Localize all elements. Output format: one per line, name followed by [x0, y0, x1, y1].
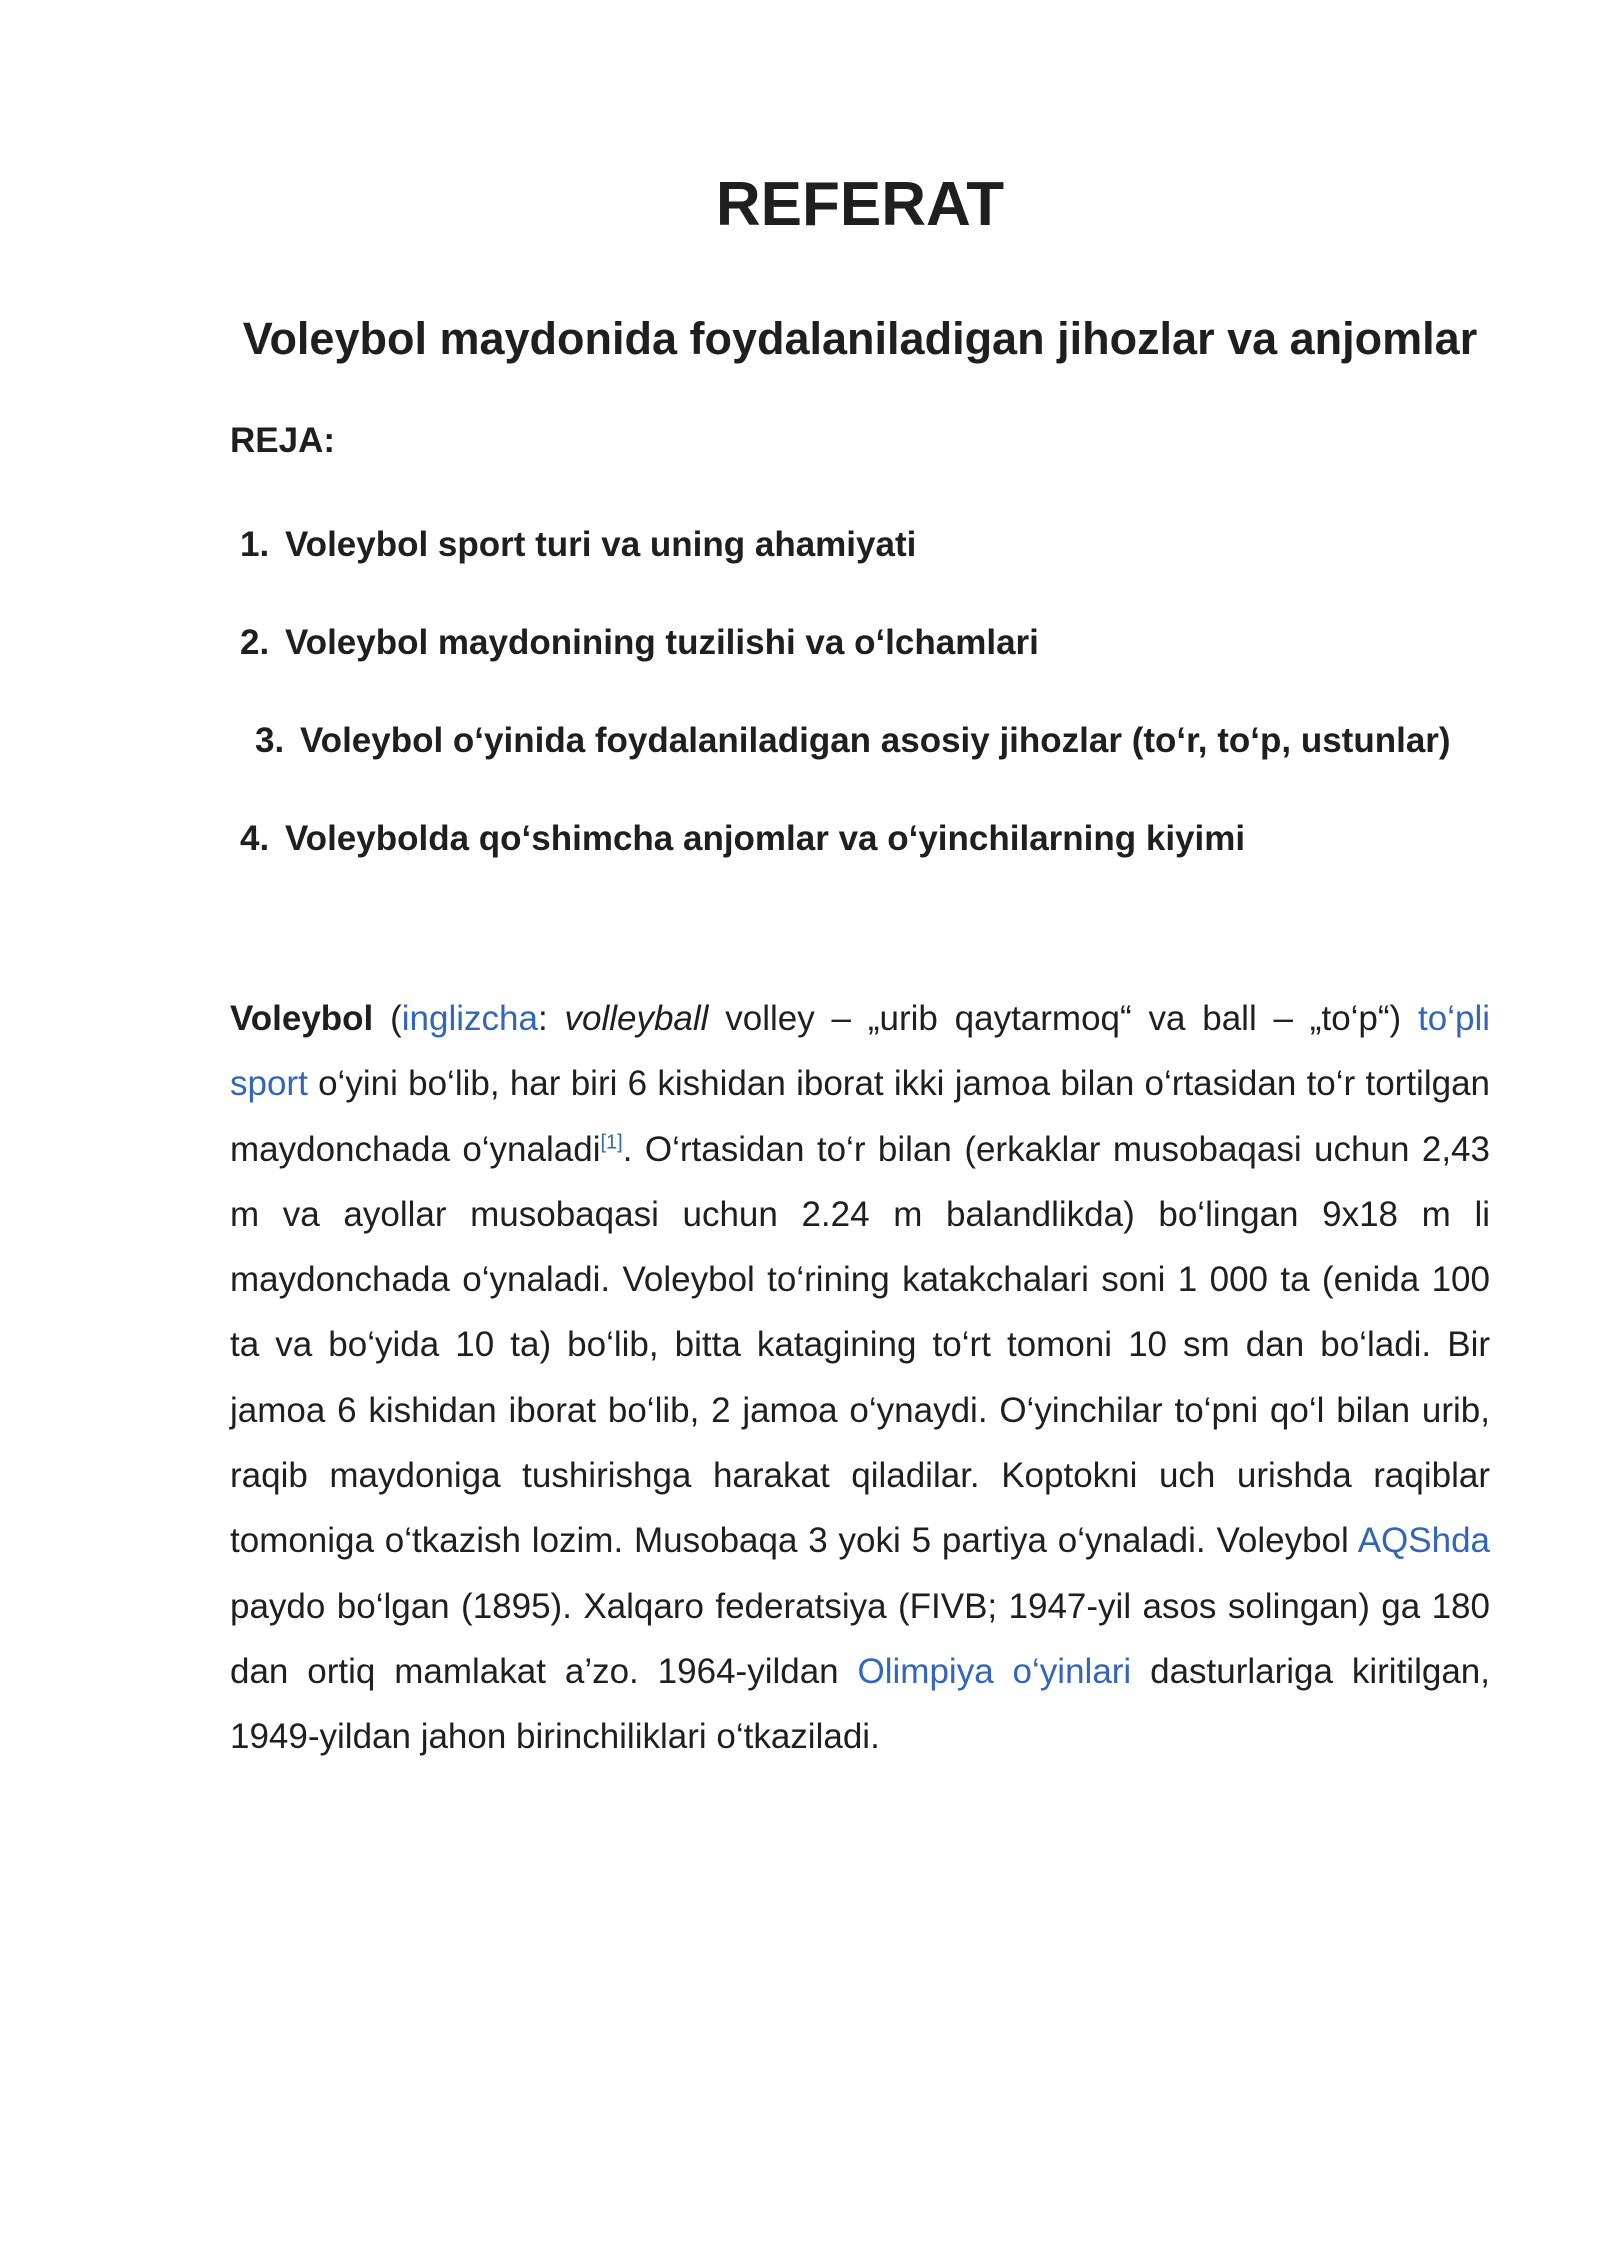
- footnote-ref-link[interactable]: [1]: [600, 1130, 623, 1153]
- plan-item-text: Voleybol sport turi va uning ahamiyati: [284, 525, 917, 564]
- plan-item-number: 1.: [240, 525, 270, 564]
- aqshda-link[interactable]: AQShda: [1357, 1521, 1490, 1561]
- plan-item-text: Voleybolda qo‘shimcha anjomlar va o‘yinchilarning kiyimi: [284, 819, 1246, 858]
- plan-item-number: 3.: [255, 721, 285, 760]
- plan-item: [230, 709, 1490, 773]
- plan-list: [230, 513, 1490, 871]
- text-paren: (: [373, 999, 402, 1038]
- plan-heading: REJA:: [230, 421, 336, 460]
- plan-item: [240, 807, 1490, 871]
- body-text-segment: . O‘rtasidan to‘r bilan (erkaklar musobaqasi uchun 2,43 m va ayollar musobaqasi uchun 2.24 m balandlikda) bo‘lingan 9x18 m li maydonchada o‘ynaladi. Voleybol to‘rining katakchalari soni 1 000 ta (enida 100 ta va bo‘yida 10 ta) bo‘lib, bitta katagining to‘rt tomoni 10 sm dan bo‘ladi. Bir jamoa 6 kishidan iborat bo‘lib, 2 jamoa o‘ynaydi. O‘yinchilar to‘pni qo‘l bilan urib, raqib maydoniga tushirishga harakat qiladilar. Koptokni uch urishda raqiblar tomoniga o‘tkazish lozim. Musobaqa 3 yoki 5 partiya o‘ynaladi. Voleybol: [230, 1129, 1490, 1561]
- topli-sport-link[interactable]: to‘pli sport: [230, 999, 1490, 1104]
- body-text-segment: o‘yini bo‘lib, har biri 6 kishidan iborat ikki jamoa bilan o‘rtasidan to‘r tortilgan maydonchada o‘ynaladi: [230, 1064, 1490, 1169]
- plan-item-text: Voleybol maydonining tuzilishi va o‘lchamlari: [284, 623, 1039, 662]
- body-text-segment: paydo bo‘lgan (1895). Xalqaro federatsiya (FIVB; 1947-yil asos solingan) ga 180 dan ortiq mamlakat a’zo. 1964-yildan: [230, 1586, 1490, 1691]
- olimpiya-oyinlari-link[interactable]: Olimpiya o‘yinlari: [857, 1651, 1132, 1691]
- original-word-italic: volleyball: [564, 999, 709, 1038]
- inglizcha-link[interactable]: inglizcha: [401, 999, 538, 1038]
- body-paragraph: [230, 986, 1490, 1770]
- document-title: REFERAT: [715, 170, 1005, 239]
- body-text-segment: volley – „urib qaytarmoq“ va ball – „to‘p“): [708, 999, 1419, 1038]
- term-bold: Voleybol: [230, 999, 374, 1038]
- plan-item-number: 4.: [240, 819, 270, 858]
- document-subtitle: Voleybol maydonida foydalaniladigan jihozlar va anjomlar: [242, 313, 1478, 364]
- body-text-segment: dasturlariga kiritilgan, 1949-yildan jahon birinchiliklari o‘tkaziladi.: [230, 1651, 1490, 1757]
- plan-item: [240, 611, 1490, 675]
- document-content: [230, 165, 1490, 1805]
- plan-item-text: Voleybol o‘yinida foydalaniladigan asosiy jihozlar (to‘r, to‘p, ustunlar): [299, 721, 1451, 760]
- plan-item-number: 2.: [240, 623, 270, 662]
- plan-item: [240, 513, 1490, 577]
- text-colon: :: [537, 999, 565, 1038]
